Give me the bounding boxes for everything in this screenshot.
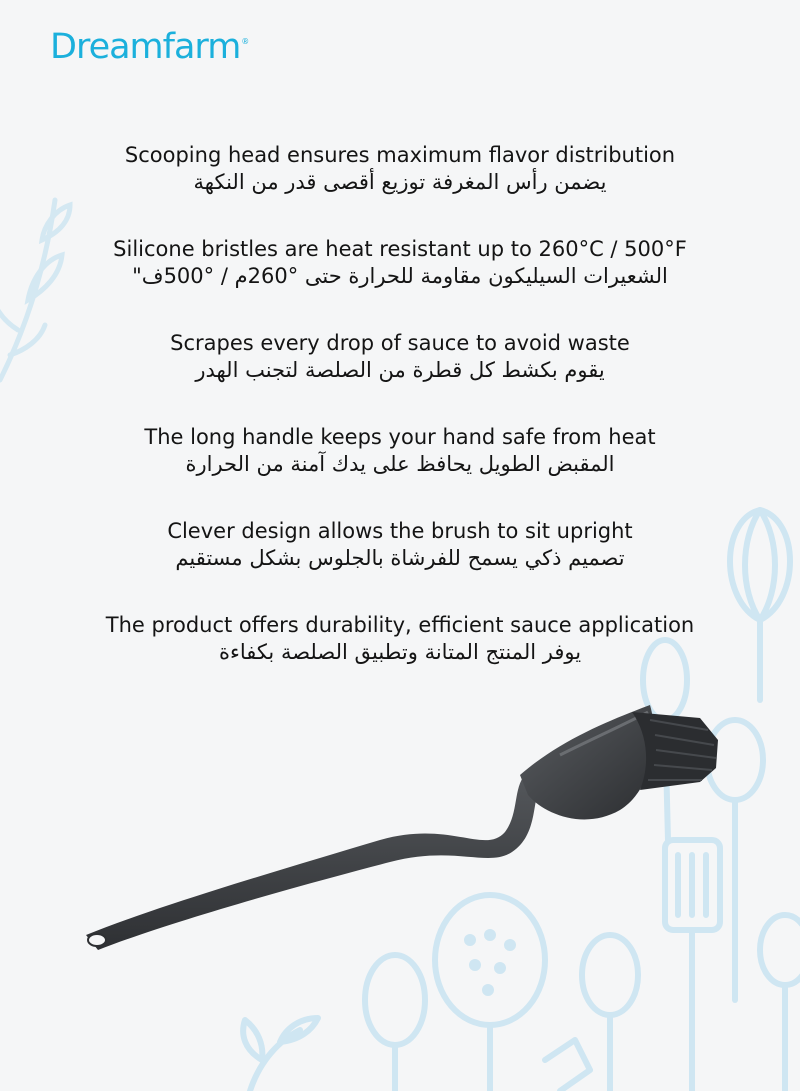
- feature-text-english: The long handle keeps your hand safe from heat: [144, 425, 656, 449]
- feature-text-english: Scrapes every drop of sauce to avoid waste: [170, 331, 630, 355]
- feature-text-arabic: الشعيرات السيليكون مقاومة للحرارة حتى °260م / °500ف": [132, 264, 668, 288]
- feature-text-english: Scooping head ensures maximum flavor distribution: [124, 143, 676, 167]
- feature-text-arabic: تصميم ذكي يسمح للفرشاة بالجلوس بشكل مستقيم: [175, 546, 625, 570]
- brand-name: Dreamfarm: [50, 27, 241, 67]
- feature-text-english: Clever design allows the brush to sit upright: [167, 519, 633, 543]
- feature-text-arabic: يوفر المنتج المتانة وتطبيق الصلصة بكفاءة: [218, 640, 582, 664]
- feature-text-english: The product offers durability, efficient sauce application: [105, 613, 695, 637]
- trademark-symbol: ®: [241, 37, 250, 46]
- feature-text-arabic: يقوم بكشط كل قطرة من الصلصة لتجنب الهدر: [195, 358, 605, 382]
- feature-text-arabic: يضمن رأس المغرفة توزيع أقصى قدر من النكهة: [193, 170, 607, 194]
- feature-text-english: Silicone bristles are heat resistant up to 260°C / 500°F: [113, 237, 687, 261]
- feature-text-arabic: المقبض الطويل يحافظ على يدك آمنة من الحرارة: [185, 452, 615, 476]
